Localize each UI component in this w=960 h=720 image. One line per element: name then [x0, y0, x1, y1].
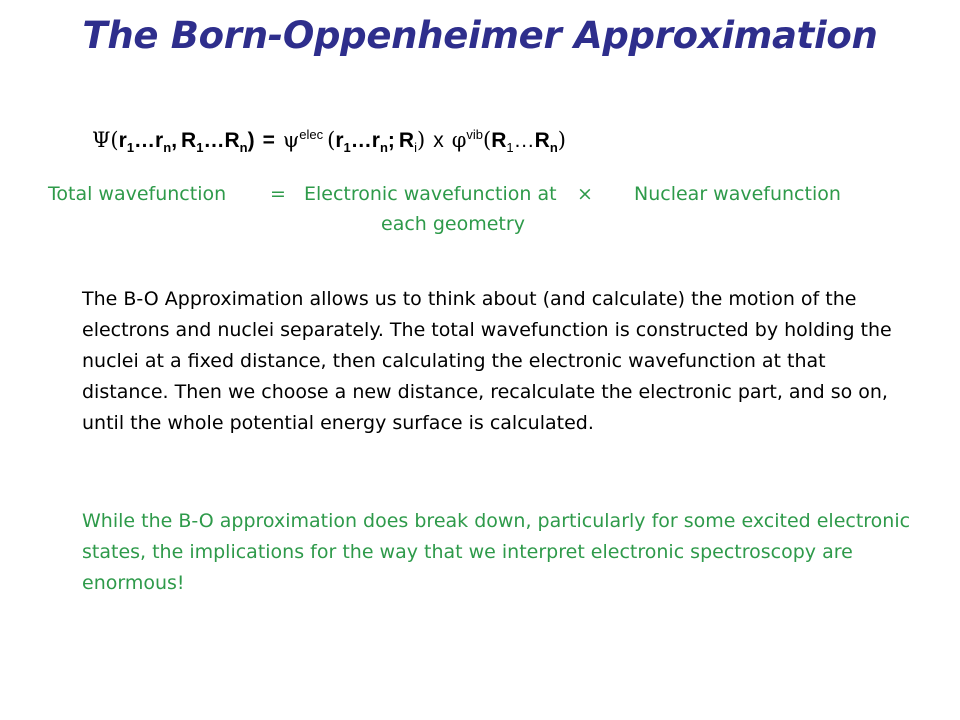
label-electronic-line1: Electronic wavefunction at — [304, 183, 557, 205]
eq-sup-vib: vib — [466, 127, 484, 142]
label-equals: = — [270, 183, 286, 205]
eq-sub: 1 — [343, 140, 351, 155]
eq-paren: ) — [557, 128, 566, 152]
note-paragraph: While the B-O approximation does break down, particularly for some excited electronic states, the implications for the way that we interpret electronic spectroscopy are enormous! — [82, 510, 911, 594]
eq-semicolon: ; — [387, 129, 395, 152]
eq-paren: ( — [483, 128, 492, 152]
label-total-wavefunction: Total wavefunction — [48, 183, 227, 205]
slide-title: The Born-Oppenheimer Approximation — [82, 14, 878, 57]
eq-dots: … — [513, 129, 535, 152]
label-electronic-line2: each geometry — [381, 213, 525, 235]
eq-dots: … — [203, 129, 225, 152]
eq-sub: n — [549, 140, 558, 155]
label-nuclear-wavefunction: Nuclear wavefunction — [634, 183, 841, 205]
eq-var: R — [398, 129, 415, 152]
wavefunction-equation — [92, 128, 566, 153]
eq-sub: i — [414, 140, 417, 155]
eq-var: R — [534, 129, 550, 152]
psi-small-symbol: ψ — [282, 128, 300, 152]
eq-var: R — [491, 129, 507, 152]
eq-sub: 1 — [196, 140, 204, 155]
eq-times: x — [433, 129, 444, 152]
eq-equals: = — [262, 129, 275, 152]
eq-comma: , — [171, 129, 178, 152]
eq-sub: n — [379, 140, 388, 155]
psi-symbol: Ψ — [92, 128, 111, 152]
eq-var: R — [224, 129, 240, 152]
eq-dots: … — [134, 129, 156, 152]
eq-paren: ( — [327, 128, 336, 152]
label-times: × — [577, 183, 593, 205]
eq-paren: ) — [247, 129, 255, 152]
eq-var: r — [371, 129, 380, 152]
eq-var: r — [335, 129, 344, 152]
eq-var: r — [155, 129, 164, 152]
phi-symbol: φ — [451, 128, 467, 152]
eq-var: r — [118, 129, 127, 152]
eq-sub: n — [163, 140, 172, 155]
eq-paren: ( — [110, 128, 119, 152]
eq-sub: 1 — [126, 140, 135, 155]
eq-var: R — [181, 129, 197, 152]
explanation-paragraph: The B-O Approximation allows us to think about (and calculate) the motion of the electrons and nuclei separately. The total wavefunction is constructed by holding the nuclei at a fixed distance, then calculating the electronic wavefunction at that distance. Then we choose a new distance, recalculate the electronic part, and so on, until the whole potential energy surface is calculated. — [82, 288, 892, 434]
eq-sub: 1 — [506, 140, 514, 155]
eq-sup-elec: elec — [299, 127, 324, 142]
eq-dots: … — [350, 129, 372, 152]
eq-paren: ) — [416, 128, 426, 152]
eq-sub: n — [239, 140, 248, 155]
